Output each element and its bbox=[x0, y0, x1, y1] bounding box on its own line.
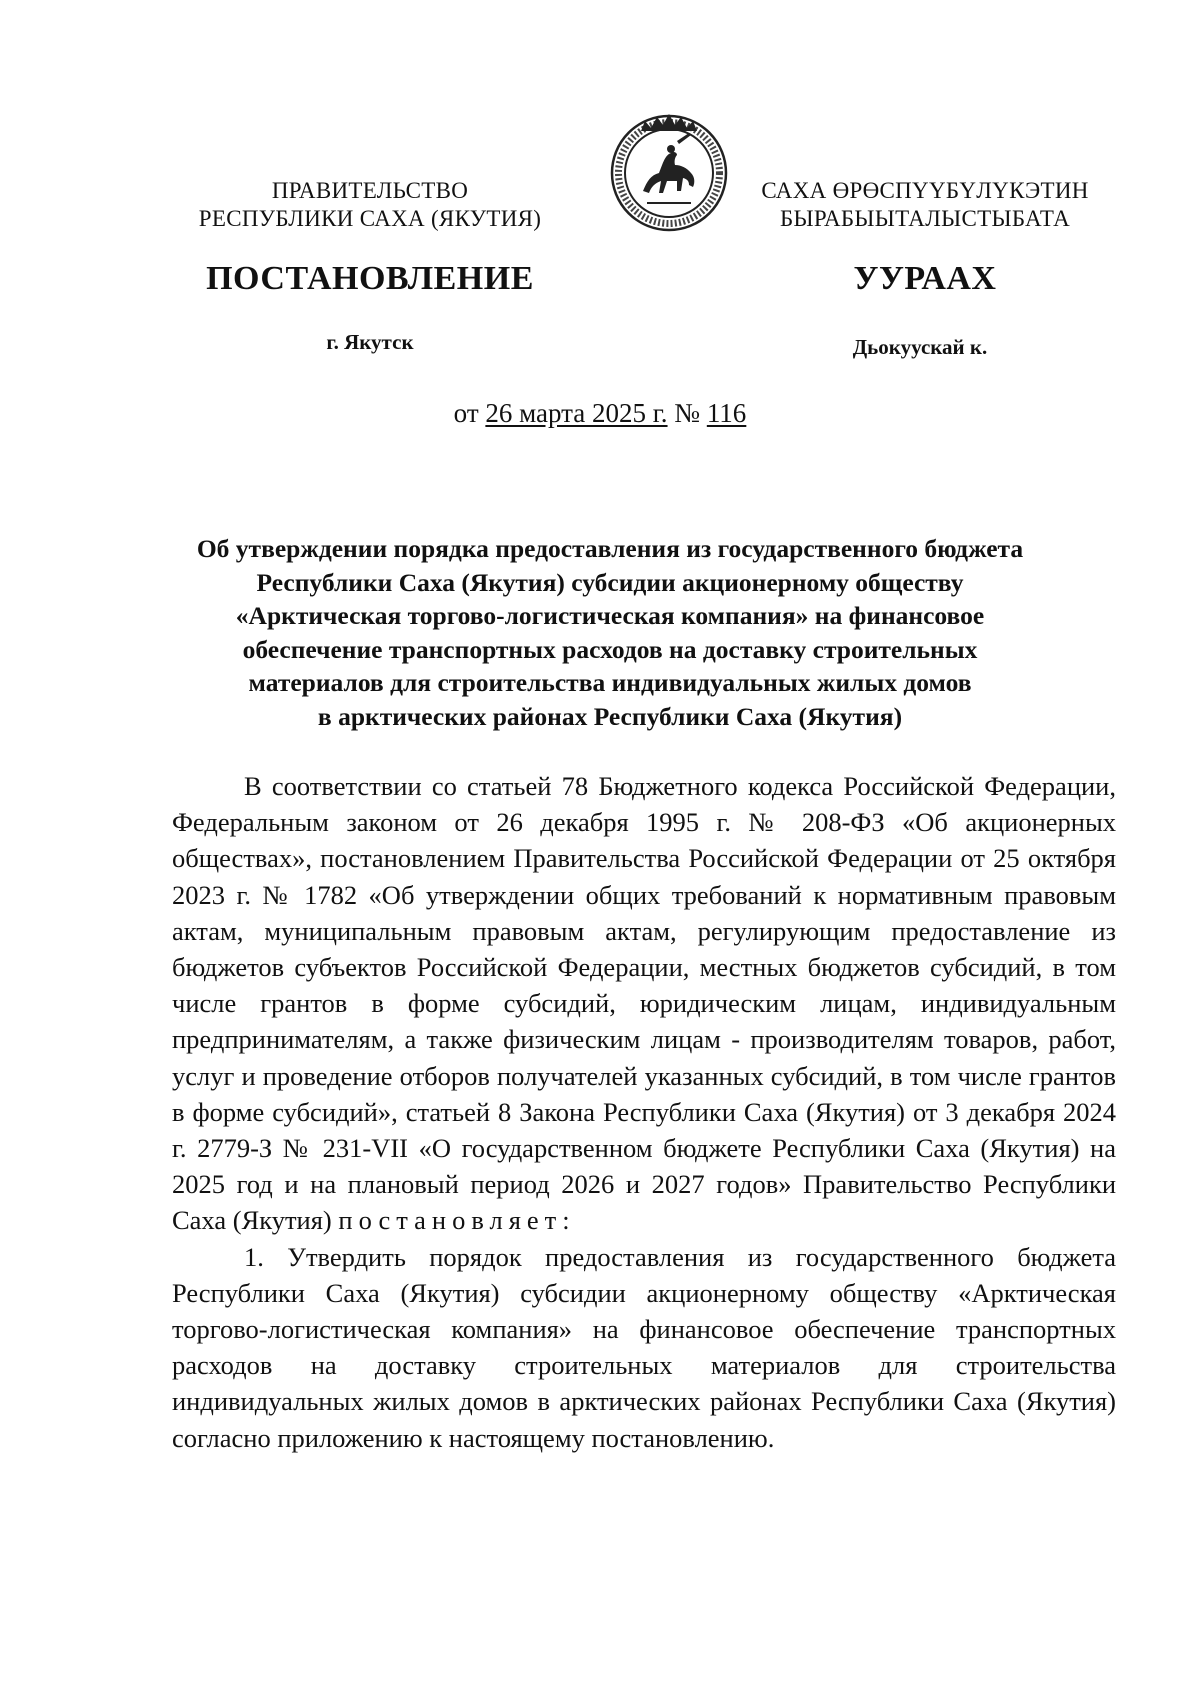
date-prefix: от bbox=[453, 398, 479, 428]
document-date: 26 марта 2025 г. bbox=[485, 398, 668, 428]
title-line: Республики Саха (Якутия) субсидии акционерному обществу bbox=[256, 567, 964, 597]
number-sign: № bbox=[674, 398, 701, 428]
issuer-sah-line1: САХА ӨРӨСПҮҮБҮЛҮКЭТИН bbox=[761, 178, 1089, 203]
sakha-coat-of-arms-icon bbox=[607, 111, 731, 235]
issuer-ru bbox=[150, 177, 590, 233]
date-number-line bbox=[0, 398, 1200, 429]
issuer-sah-line2: БЫРАБЫЫТАЛЫСТЫБАТА bbox=[779, 206, 1071, 231]
preamble-paragraph bbox=[172, 768, 1116, 1239]
title-line: «Арктическая торгово-логистическая компания» на финансовое bbox=[235, 601, 985, 631]
city-ru: г. Якутск bbox=[326, 330, 414, 354]
title-line: обеспечение транспортных расходов на доставку строительных bbox=[242, 634, 978, 664]
issuer-sah bbox=[715, 177, 1135, 233]
decree-word: постановляет: bbox=[338, 1205, 576, 1236]
doc-type-sah: УУРААХ bbox=[853, 260, 997, 297]
document-body bbox=[172, 768, 1116, 1456]
title-line: в арктических районах Республики Саха (Якутия) bbox=[317, 701, 903, 731]
issuer-ru-line1: ПРАВИТЕЛЬСТВО bbox=[271, 178, 469, 203]
issuer-ru-line2: РЕСПУБЛИКИ САХА (ЯКУТИЯ) bbox=[198, 206, 542, 231]
item-1-paragraph: 1. Утвердить порядок предоставления из государственного бюджета Республики Саха (Якутия) субсидии акционерному обществу «Арктическая торгово-логистическая компания» на финансовое обеспечение транспортных расходов на доставку строительных материалов для строительства индивидуальных жилых домов в арктических районах Республики Саха (Якутия) согласно приложению к настоящему постановлению. bbox=[172, 1241, 1116, 1453]
city-sah: Дьокуускай к. bbox=[852, 335, 988, 359]
title-line: материалов для строительства индивидуальных жилых домов bbox=[248, 668, 972, 698]
document-title bbox=[170, 532, 1050, 734]
preamble-text: В соответствии со статьей 78 Бюджетного кодекса Российской Федерации, Федеральным законом от 26 декабря 1995 г. № 208-ФЗ «Об акционерных обществах», постановлением Правительства Российской Федерации от 25 октября 2023 г. № 1782 «Об утверждении общих требований к нормативным правовым актам, муниципальным правовым актам, регулирующим предоставление из бюджетов субъектов Российской Федерации, местных бюджетов субсидий, в том числе грантов в форме субсидий, юридическим лицам, индивидуальным предпринимателям, а также физическим лицам - производителям товаров, работ, услуг и проведение отборов получателей указанных субсидий, в том числе грантов в форме субсидий», статьей 8 Закона Республики Саха (Якутия) от 3 декабря 2024 г. 2779-З № 231-VII «О государственном бюджете Республики Саха (Якутия) на 2025 год и на плановый период 2026 и 2027 годов» Правительство Республики Саха (Якутия) bbox=[172, 771, 1116, 1236]
document-number: 116 bbox=[706, 398, 747, 428]
title-line: Об утверждении порядка предоставления из государственного бюджета bbox=[196, 534, 1024, 563]
doc-type-ru: ПОСТАНОВЛЕНИЕ bbox=[206, 260, 534, 297]
